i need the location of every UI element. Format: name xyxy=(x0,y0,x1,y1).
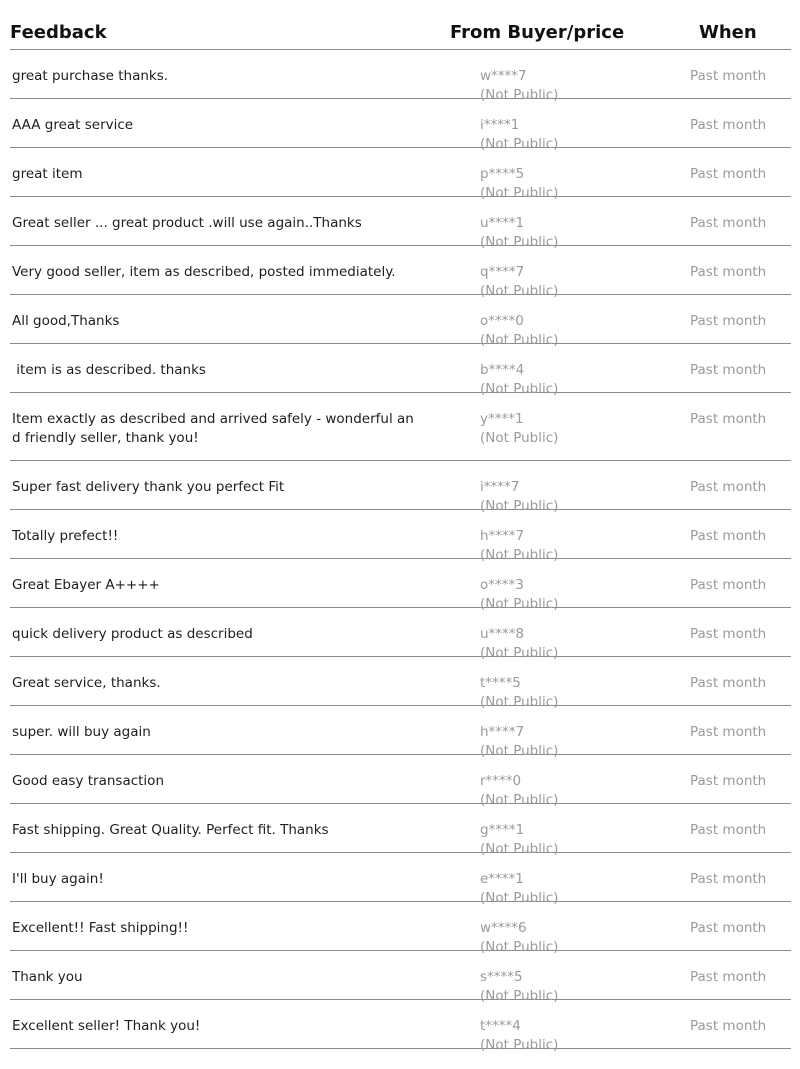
item-price: (Not Public) xyxy=(480,547,559,563)
feedback-comment: Totally prefect!! xyxy=(12,528,119,544)
feedback-time: Past month xyxy=(690,773,767,789)
table-row xyxy=(10,706,791,759)
feedback-time: Past month xyxy=(690,871,767,887)
table-header xyxy=(10,0,791,50)
feedback-time: Past month xyxy=(690,969,767,985)
feedback-comment: Excellent!! Fast shipping!! xyxy=(12,920,189,936)
feedback-comment: Item exactly as described and arrived safely - wonderful and friendly seller, thank you! xyxy=(12,411,414,446)
feedback-time: Past month xyxy=(690,313,767,329)
feedback-time: Past month xyxy=(690,724,767,740)
table-row xyxy=(10,344,791,397)
buyer-info xyxy=(480,410,558,448)
buyer-id: h****7 xyxy=(480,724,525,740)
feedback-comment: great item xyxy=(12,166,83,182)
feedback-comment: Great Ebayer A++++ xyxy=(12,577,160,593)
table-row xyxy=(10,559,791,612)
feedback-comment: Good easy transaction xyxy=(12,773,164,789)
feedback-time: Past month xyxy=(690,166,767,182)
table-row xyxy=(10,148,791,201)
item-price: (Not Public) xyxy=(480,939,559,955)
item-price: (Not Public) xyxy=(480,136,559,152)
buyer-id: i****1 xyxy=(480,117,520,133)
feedback-time: Past month xyxy=(690,626,767,642)
feedback-time: Past month xyxy=(690,1018,767,1034)
feedback-comment: AAA great service xyxy=(12,117,134,133)
feedback-comment: Thank you xyxy=(12,969,83,985)
feedback-comment: Excellent seller! Thank you! xyxy=(12,1018,201,1034)
feedback-column-header: Feedback xyxy=(10,22,107,43)
feedback-time: Past month xyxy=(690,822,767,838)
feedback-comment: item is as described. thanks xyxy=(12,362,206,378)
buyer-id: o****0 xyxy=(480,313,524,329)
feedback-time: Past month xyxy=(690,411,767,427)
buyer-id: r****0 xyxy=(480,773,522,789)
feedback-time: Past month xyxy=(690,68,767,84)
buyer-id: q****7 xyxy=(480,264,525,280)
table-row xyxy=(10,902,791,955)
item-price: (Not Public) xyxy=(480,988,559,1004)
feedback-time: Past month xyxy=(690,920,767,936)
item-price: (Not Public) xyxy=(480,498,559,514)
buyer-id: p****5 xyxy=(480,166,525,182)
table-row xyxy=(10,50,791,103)
feedback-comment: great purchase thanks. xyxy=(12,68,169,84)
buyer-info xyxy=(480,1017,558,1055)
table-row xyxy=(10,99,791,152)
buyer-id: u****8 xyxy=(480,626,525,642)
table-row xyxy=(10,608,791,661)
item-price: (Not Public) xyxy=(480,332,559,348)
table-row xyxy=(10,246,791,299)
item-price: (Not Public) xyxy=(480,743,559,759)
feedback-comment: Super fast delivery thank you perfect Fit xyxy=(12,479,285,495)
table-row xyxy=(10,1000,791,1053)
item-price: (Not Public) xyxy=(480,87,559,103)
feedback-time: Past month xyxy=(690,577,767,593)
item-price: (Not Public) xyxy=(480,1037,559,1053)
item-price: (Not Public) xyxy=(480,381,559,397)
table-row xyxy=(10,461,791,514)
when-column-header: When xyxy=(699,22,757,43)
feedback-comment: quick delivery product as described xyxy=(12,626,253,642)
feedback-comment: All good,Thanks xyxy=(12,313,120,329)
feedback-comment: Great seller ... great product .will use again..Thanks xyxy=(12,215,362,231)
item-price: (Not Public) xyxy=(480,185,559,201)
feedback-comment: I'll buy again! xyxy=(12,871,104,887)
item-price: (Not Public) xyxy=(480,596,559,612)
feedback-comment: Great service, thanks. xyxy=(12,675,161,691)
feedback-time: Past month xyxy=(690,479,767,495)
item-price: (Not Public) xyxy=(480,430,559,446)
item-price: (Not Public) xyxy=(480,694,559,710)
table-row xyxy=(10,804,791,857)
item-price: (Not Public) xyxy=(480,890,559,906)
table-row xyxy=(10,393,791,461)
feedback-time: Past month xyxy=(690,362,767,378)
feedback-time: Past month xyxy=(690,528,767,544)
table-row xyxy=(10,510,791,563)
table-row xyxy=(10,951,791,1004)
item-price: (Not Public) xyxy=(480,234,559,250)
item-price: (Not Public) xyxy=(480,283,559,299)
feedback-comment: super. will buy again xyxy=(12,724,151,740)
buyer-id: b****4 xyxy=(480,362,525,378)
table-row xyxy=(10,197,791,250)
feedback-comment: Fast shipping. Great Quality. Perfect fit. Thanks xyxy=(12,822,329,838)
feedback-time: Past month xyxy=(690,215,767,231)
table-row xyxy=(10,657,791,710)
buyer-id: h****7 xyxy=(480,528,525,544)
table-row xyxy=(10,755,791,808)
table-row xyxy=(10,295,791,348)
buyer-id: w****7 xyxy=(480,68,527,84)
buyer-id: w****6 xyxy=(480,920,527,936)
buyer-id: g****1 xyxy=(480,822,525,838)
from-buyer-price-column-header: From Buyer/price xyxy=(450,22,625,43)
feedback-comment: Very good seller, item as described, posted immediately. xyxy=(12,264,396,280)
feedback-time: Past month xyxy=(690,675,767,691)
buyer-id: o****3 xyxy=(480,577,524,593)
item-price: (Not Public) xyxy=(480,645,559,661)
feedback-table xyxy=(10,0,791,1053)
buyer-id: t****5 xyxy=(480,675,521,691)
item-price: (Not Public) xyxy=(480,792,559,808)
feedback-time: Past month xyxy=(690,264,767,280)
buyer-id: i****7 xyxy=(480,479,520,495)
buyer-id: y****1 xyxy=(480,411,524,427)
buyer-id: e****1 xyxy=(480,871,524,887)
buyer-id: u****1 xyxy=(480,215,525,231)
buyer-id: s****5 xyxy=(480,969,523,985)
buyer-id: t****4 xyxy=(480,1018,521,1034)
table-row xyxy=(10,853,791,906)
item-price: (Not Public) xyxy=(480,841,559,857)
feedback-time: Past month xyxy=(690,117,767,133)
